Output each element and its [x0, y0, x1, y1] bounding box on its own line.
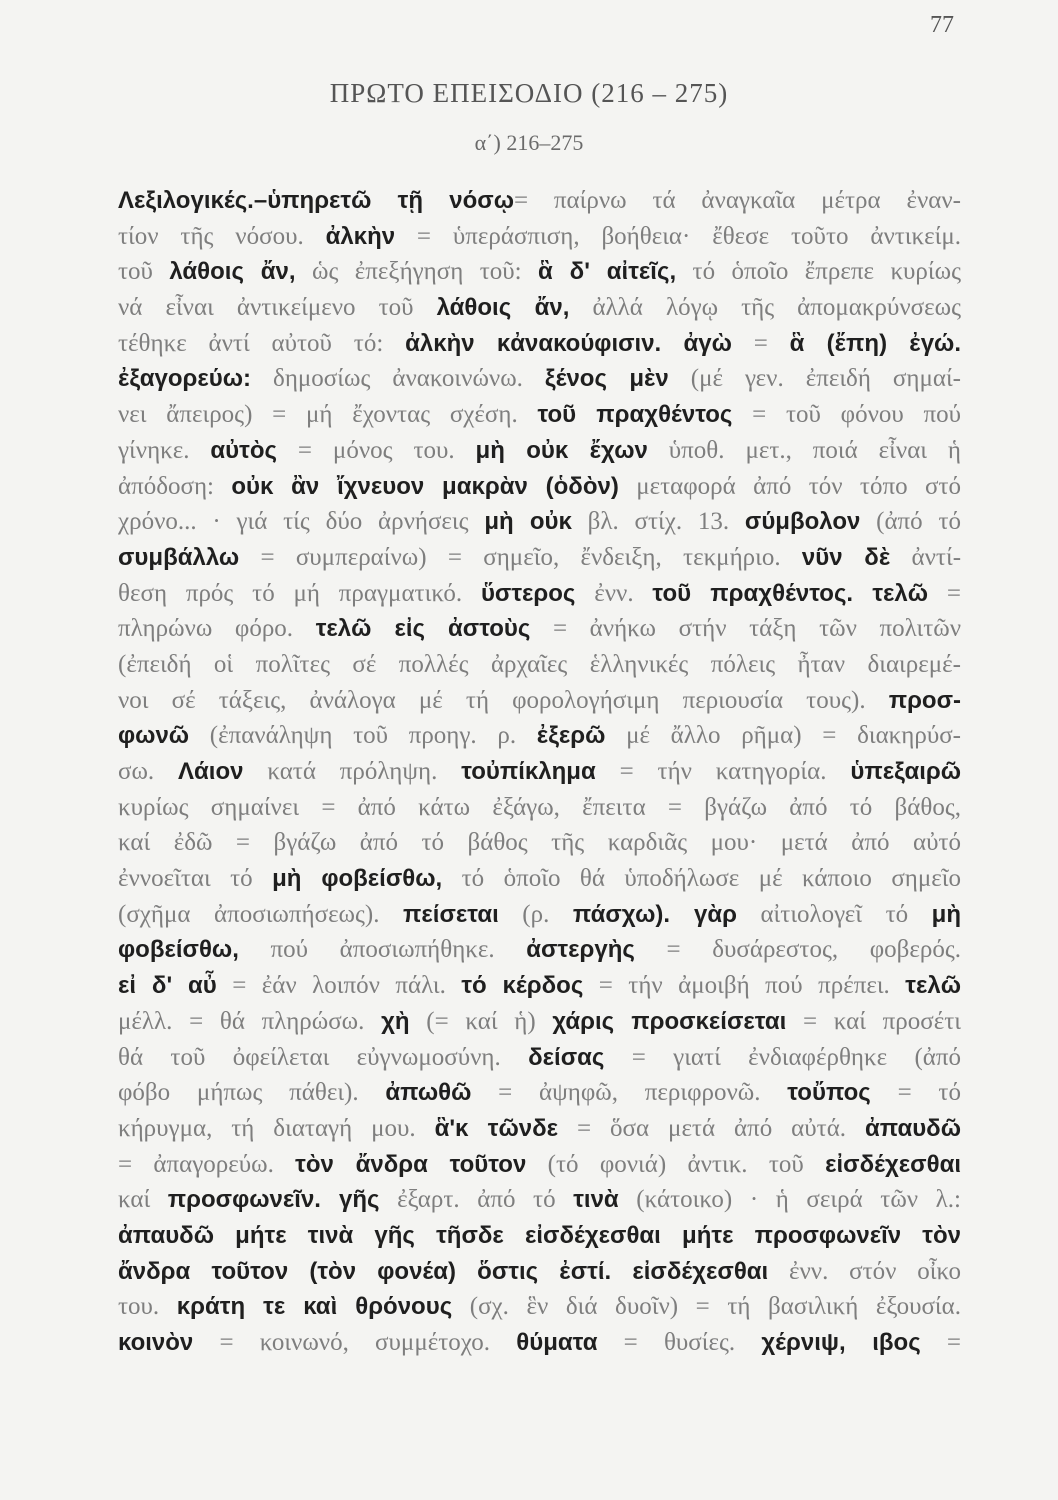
bold-term: τινὰ	[573, 1186, 619, 1214]
text-line	[118, 1147, 961, 1183]
gloss-text: μέ ἄλλο ρῆμα) = διακηρύσ-	[605, 722, 961, 750]
bold-term: τοὐπίκλημα	[461, 758, 596, 785]
gloss-text: = θυσίες.	[597, 1329, 762, 1356]
gloss-text: κατά πρόληψη.	[243, 758, 462, 785]
gloss-text: τίον τῆς νόσου.	[118, 222, 326, 250]
gloss-text: =	[731, 329, 790, 357]
bold-term: μὴ	[931, 900, 961, 928]
gloss-text: ἐξαρτ. ἀπό τό	[379, 1186, 574, 1214]
bold-term: μὴ φοβείσθω,	[272, 865, 443, 893]
text-line	[118, 932, 961, 968]
gloss-text: σω.	[118, 758, 179, 785]
bold-term: τό κέρδος	[461, 972, 584, 1000]
gloss-text: ἐνν. στόν οἶκο	[768, 1257, 961, 1285]
gloss-text: (ἐπειδή οἱ πολῖτες σέ πολλές ἀρχαῖες ἑλληνικές πόλεις ἦταν διαιρεμέ-	[118, 650, 961, 678]
episode-heading: ΠΡΩΤΟ ΕΠΕΙΣΟΔΙΟ (216 – 275)	[329, 78, 729, 108]
gloss-text: = παίρνω τά ἀναγκαῖα μέτρα ἐναν-	[514, 187, 961, 214]
text-line	[118, 968, 961, 1004]
gloss-text: (ἐπανάληψη τοῦ προηγ. ρ.	[189, 722, 537, 750]
text-line	[118, 1289, 961, 1325]
bold-term: χέρνιψ, ιβος	[761, 1329, 921, 1356]
gloss-text: (ρ.	[498, 900, 573, 928]
gloss-text: αἰτιολογεῖ τό	[736, 900, 932, 928]
gloss-text: ἀντί-	[890, 543, 961, 571]
gloss-text: = ἀνήκω στήν τάξη τῶν πολιτῶν	[530, 615, 961, 643]
bold-term: ἄνδρα τοῦτον (τὸν φονέα) ὅστις ἐστί. εἰσδέχεσθαι	[118, 1257, 769, 1285]
text-line	[118, 469, 961, 505]
text-line	[118, 326, 961, 362]
bold-term: τὸν ἄνδρα τοῦτον	[295, 1150, 527, 1178]
bold-term: μὴ οὐκ ἔχων	[475, 436, 648, 464]
gloss-text: (σχῆμα ἀποσιωπήσεως).	[118, 900, 404, 928]
text-line	[118, 397, 961, 433]
text-line	[118, 1218, 961, 1254]
gloss-text: = κοινωνό, συμμέτοχο.	[193, 1329, 517, 1356]
text-line	[118, 183, 961, 219]
bold-term: δείσας	[528, 1043, 605, 1071]
bold-term: ξένος μὲν	[544, 365, 669, 393]
text-line	[118, 790, 961, 826]
gloss-text: ἐνν.	[575, 579, 653, 607]
gloss-text: = τοῦ φόνου πού	[732, 401, 961, 429]
bold-term: μὴ οὐκ	[484, 508, 572, 536]
gloss-text: = μόνος του.	[277, 436, 476, 464]
gloss-text: τέθηκε ἀντί αὐτοῦ τό:	[118, 329, 406, 357]
bold-term: πείσεται	[403, 900, 499, 928]
bold-term: ἃ'κ τῶνδε	[434, 1114, 559, 1142]
vocabulary-notes	[118, 183, 961, 1361]
gloss-text: καί	[118, 1186, 168, 1214]
bold-term: ἃ (ἔπη) ἐγώ.	[789, 329, 961, 357]
gloss-text: πληρώνω φόρο.	[118, 615, 316, 643]
text-line	[118, 504, 961, 540]
bold-term: ὕστερος	[480, 579, 576, 607]
text-line	[118, 1182, 961, 1218]
gloss-text: = γιατί ἐνδιαφέρθηκε (ἀπό	[604, 1043, 961, 1071]
gloss-text: δημοσίως ἀνακοινώνω.	[251, 365, 545, 393]
text-line	[118, 683, 961, 719]
gloss-text: (κάτοικο) · ἡ σειρά τῶν λ.:	[618, 1186, 961, 1214]
bold-term: νῦν δὲ	[801, 543, 891, 571]
text-line	[118, 1111, 961, 1147]
bold-term: προσ-	[888, 686, 961, 714]
bold-term: λάθοις ἄν,	[169, 258, 296, 286]
text-line	[118, 1075, 961, 1111]
text-line	[118, 540, 961, 576]
gloss-text: θά τοῦ ὀφείλεται εὐγνωμοσύνη.	[118, 1043, 529, 1071]
gloss-text: γίνηκε.	[118, 436, 211, 464]
gloss-text: = τήν ἀμοιβή πού πρέπει.	[583, 972, 906, 1000]
gloss-text: = ἐάν λοιπόν πάλι.	[216, 972, 462, 1000]
gloss-text: (ἀπό τό	[860, 508, 961, 536]
bold-term: αὐτὸς	[210, 436, 277, 464]
text-line	[118, 1325, 961, 1361]
gloss-text: (τό φονιά) ἀντικ. τοῦ	[526, 1150, 826, 1178]
gloss-text: νει ἄπειρος) = μή ἔχοντας σχέση.	[118, 401, 538, 429]
bold-term: τοῦ πραχθέντος	[537, 401, 733, 429]
bold-term: ἐξαγορεύω:	[118, 365, 252, 393]
gloss-text: βλ. στίχ. 13.	[571, 508, 745, 536]
text-line	[118, 254, 961, 290]
section-subheading: α΄) 216–275	[474, 130, 584, 155]
text-line	[118, 290, 961, 326]
gloss-text: τό ὁποῖο θά ὑποδήλωσε μέ κάποιο σημεῖο	[442, 865, 961, 893]
bold-term: φοβείσθω,	[118, 936, 239, 964]
gloss-text: = τήν κατηγορία.	[595, 758, 851, 785]
bold-term: συμβάλλω	[118, 543, 240, 571]
bold-term: τελῶ εἰς ἀστοὺς	[315, 615, 531, 643]
text-line	[118, 1040, 961, 1076]
gloss-text: κήρυγμα, τή διαταγή μου.	[118, 1114, 435, 1142]
text-line	[118, 718, 961, 754]
gloss-text: καί ἐδῶ = βγάζω ἀπό τό βάθος τῆς καρδιᾶς μου· μετά ἀπό αὐτό	[118, 829, 961, 857]
gloss-text: νοι σέ τάξεις, ἀνάλογα μέ τή φορολογήσιμη περιουσία τους).	[118, 686, 889, 714]
gloss-text: φόβο μήπως πάθει).	[118, 1079, 386, 1107]
bold-term: εἰ δ' αὖ	[118, 972, 217, 1000]
gloss-text: ὡς ἐπεξήγηση τοῦ:	[295, 258, 539, 286]
bold-term: Λάιον	[178, 758, 244, 785]
text-line	[118, 576, 961, 612]
gloss-text: (= καί ἡ)	[409, 1007, 553, 1035]
bold-term: ἀστεργὴς	[526, 936, 635, 964]
gloss-text: ἀπόδοση:	[118, 472, 232, 500]
bold-term: ἃ δ' αἰτεῖς,	[538, 258, 677, 286]
bold-term: ἀπωθῶ	[385, 1079, 472, 1107]
bold-term: ἀπαυδῶ	[864, 1114, 961, 1142]
text-line	[118, 754, 961, 790]
bold-term: οὐκ ἂν ἴχνευον μακρὰν (ὁδὸν)	[231, 472, 619, 500]
bold-term: Λεξιλογικές.–ὑπηρετῶ τῇ νόσῳ	[118, 187, 514, 214]
gloss-text: μέλλ. = θά πληρώσω.	[118, 1007, 382, 1035]
gloss-text: =	[928, 579, 961, 607]
text-line	[118, 897, 961, 933]
bold-term: τελῶ	[905, 972, 961, 1000]
bold-term: ἐξερῶ	[536, 722, 606, 750]
gloss-text: μεταφορά ἀπό τόν τόπο στό	[618, 472, 961, 500]
gloss-text: κυρίως σημαίνει = ἀπό κάτω ἐξάγω, ἔπειτα = βγάζω ἀπό τό βάθος,	[118, 793, 961, 821]
gloss-text: = συμπεραίνω) = σημεῖο, ἔνδειξη, τεκμήριο.	[239, 543, 802, 571]
text-line	[118, 611, 961, 647]
bold-term: χάρις προσκείσεται	[552, 1007, 787, 1035]
text-line	[118, 433, 961, 469]
page-number: 77	[930, 12, 954, 38]
gloss-text: του.	[118, 1293, 177, 1321]
bold-term: κοινὸν	[118, 1329, 194, 1356]
gloss-text: ὑποθ. μετ., ποιά εἶναι ἡ	[647, 436, 961, 464]
bold-term: πάσχω). γὰρ	[572, 900, 737, 928]
gloss-text: (σχ. ἓν διά δυοῖν) = τή βασιλική ἐξουσία.	[452, 1293, 961, 1321]
bold-term: λάθοις ἄν,	[436, 294, 570, 322]
bold-term: τοῦ πραχθέντος. τελῶ	[652, 579, 929, 607]
gloss-text: = δυσάρεστος, φοβερός.	[634, 936, 961, 964]
bold-term: σύμβολον	[744, 508, 861, 536]
bold-term: ἀλκὴν κἀνακούφισιν. ἀγὼ	[405, 329, 732, 357]
bold-term: κράτη τε καὶ θρόνους	[176, 1293, 453, 1321]
text-line	[118, 1254, 961, 1290]
gloss-text: θεση πρός τό μή πραγματικό.	[118, 579, 481, 607]
text-line	[118, 647, 961, 683]
bold-term: θύματα	[516, 1329, 598, 1356]
text-line	[118, 825, 961, 861]
bold-term: φωνῶ	[118, 722, 190, 750]
gloss-text: ἐννοεῖται τό	[118, 865, 273, 893]
gloss-text: = ὑπεράσπιση, βοήθεια· ἔθεσε τοῦτο ἀντικείμ.	[395, 222, 961, 250]
gloss-text: = καί προσέτι	[786, 1007, 961, 1035]
bold-term: εἰσδέχεσθαι	[825, 1150, 961, 1178]
bold-term: χὴ	[381, 1007, 410, 1035]
bold-term: ἀλκὴν	[325, 222, 396, 250]
gloss-text: τοῦ	[118, 258, 170, 286]
bold-term: τοὔπος	[787, 1079, 871, 1107]
gloss-text: = ὅσα μετά ἀπό αὐτά.	[558, 1114, 865, 1142]
gloss-text: (μέ γεν. ἐπειδή σημαί-	[668, 365, 961, 393]
gloss-text: νά εἶναι ἀντικείμενο τοῦ	[118, 294, 437, 322]
bold-term: ὑπεξαιρῶ	[850, 758, 961, 785]
gloss-text: χρόνο... · γιά τίς δύο ἀρνήσεις	[118, 508, 485, 536]
text-line	[118, 1004, 961, 1040]
bold-term: ἀπαυδῶ μήτε τινὰ γῆς τῆσδε εἰσδέχεσθαι μήτε προσφωνεῖν τὸν	[118, 1221, 961, 1249]
gloss-text: = ἀψηφῶ, περιφρονῶ.	[471, 1079, 788, 1107]
gloss-text: τό ὁποῖο ἔπρεπε κυρίως	[676, 258, 961, 286]
gloss-text: ἀλλά λόγῳ τῆς ἀπομακρύνσεως	[569, 294, 961, 322]
gloss-text: πού ἀποσιωπήθηκε.	[238, 936, 527, 964]
text-line	[118, 361, 961, 397]
gloss-text: = ἀπαγορεύω.	[118, 1150, 296, 1178]
gloss-text: =	[920, 1329, 961, 1356]
gloss-text: = τό	[870, 1079, 961, 1107]
bold-term: προσφωνεῖν. γῆς	[167, 1186, 380, 1214]
text-line	[118, 219, 961, 255]
text-line	[118, 861, 961, 897]
